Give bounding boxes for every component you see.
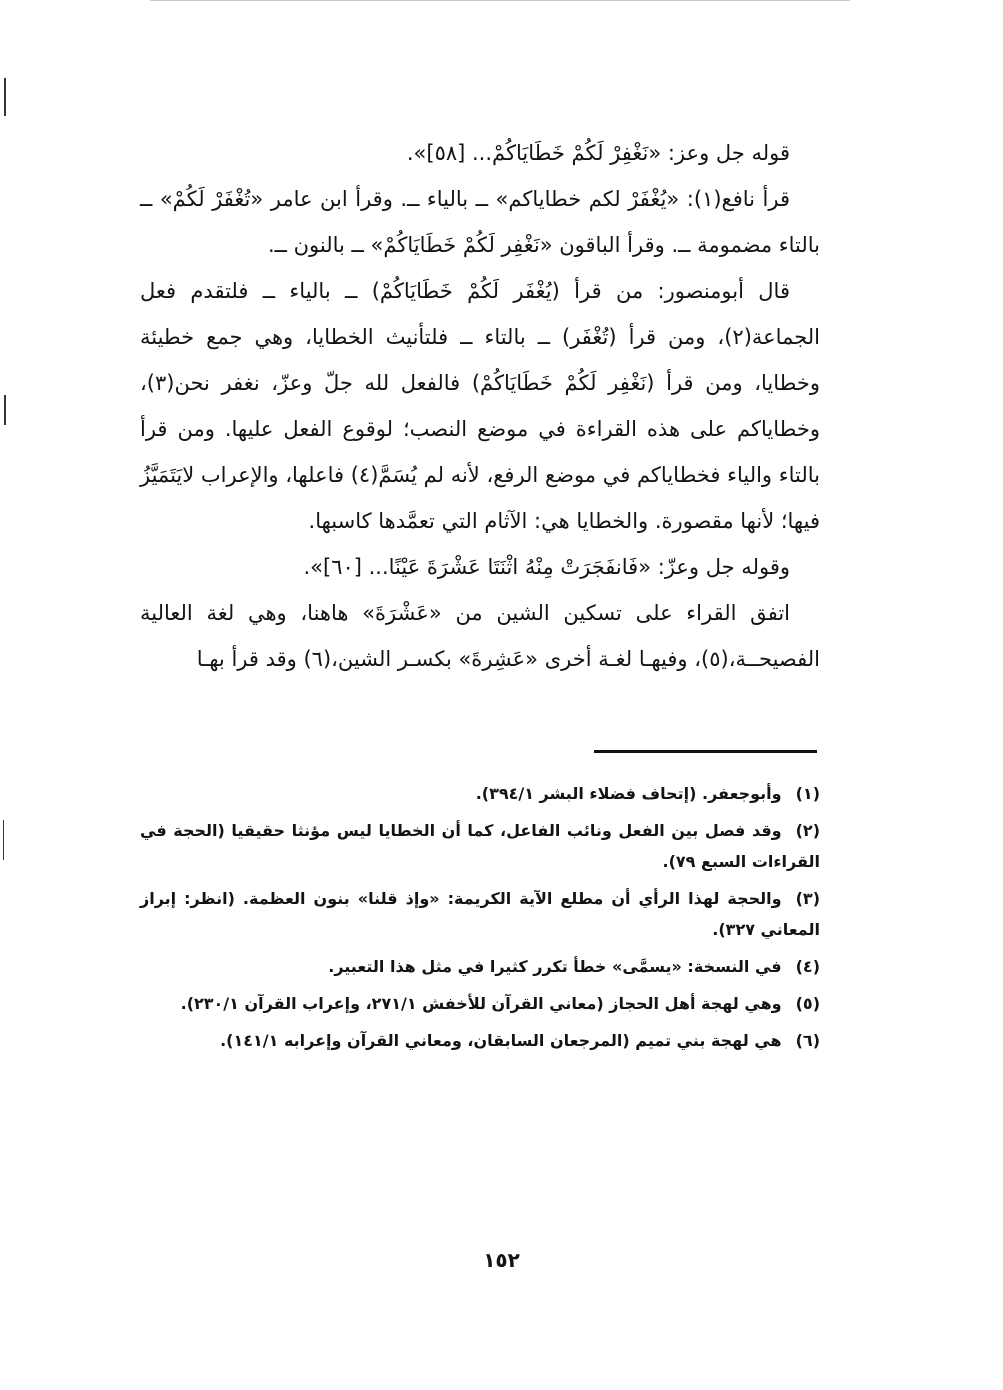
footnote-text: وقد فصل بين الفعل ونائب الفاعل، كما أن الخطايا ليس مؤنثا حقيقيا (الحجة في القراءات السبع ٧٩). [140,821,820,871]
footnote-item [140,988,820,1019]
scan-top-edge [150,0,850,1]
paragraph-verse-60: وقوله جل وعزّ: «فَانفَجَرَتْ مِنْهُ اثْنَتَا عَشْرَةَ عَيْنًا... [٦٠]». [303,555,790,579]
paragraph-readings-60: اتفق القراء على تسكين الشين من «عَشْرَةَ» هاهنا، وهي لغة العالية الفصيحــة،(٥)، وفيهـا لغـة أخرى «عَشِرةَ» بكسـر الشين،(٦) وقد قرأ بهـا [140,601,820,671]
footnote-number: (٥) [795,994,820,1013]
footnote-number: (١) [795,784,820,803]
footnote-text: هي لهجة بني تميم (المرجعان السابقان، ومعاني القرآن وإعرابه ١٤١/١). [220,1031,782,1050]
footnote-separator [594,750,817,753]
footnote-text: وهي لهجة أهل الحجاز (معاني القرآن للأخفش ٢٧١/١، وإعراب القرآن ٢٣٠/١). [180,994,782,1013]
footnote-item [140,883,820,945]
footnote-item [140,1025,820,1056]
footnote-number: (٢) [795,821,820,840]
scan-margin-mark [4,78,6,116]
footnote-text: في النسخة: «يسمَّى» خطأ تكرر كثيرا في مثل هذا التعبير. [328,957,782,976]
footnote-item [140,815,820,877]
footnote-item [140,951,820,982]
main-text [140,130,820,682]
paragraph-abu-mansur: قال أبومنصور: من قرأ (يُغْفَر لَكُمْ خَطَايَاكُمْ) ــ بالياء ــ فلتقدم فعل الجماعة(٢)، ومن قرأ (تُغْفَر) ــ بالتاء ــ فلتأنيث الخطايا، وهي جمع خطيئة وخطايا، ومن قرأ (نَغْفِر لَكُمْ خَطَايَاكُمْ) فالفعل لله جلّ وعزّ، نغفر نحن(٣)، وخطاياكم على هذه القراءة في موضع النصب؛ لوقوع الفعل عليها. ومن قرأ بالتاء والياء فخطاياكم في موضع الرفع، لأنه لم يُسَمَّ(٤) فاعلها، والإعراب لايَتَمَيَّزُ فيها؛ لأنها مقصورة. والخطايا هي: الآثام التي تعمَّدها كاسبها. [140,279,820,533]
footnotes-list [140,778,820,1062]
footnote-text: والحجة لهذا الرأي أن مطلع الآية الكريمة: «وإذ قلنا» بنون العظمة. (انظر: إبراز المعاني ٣٢٧). [140,889,820,939]
scan-margin-mark [3,820,4,860]
footnote-number: (٤) [795,957,820,976]
footnote-number: (٦) [795,1031,820,1050]
scan-margin-mark [4,395,6,425]
footnote-item [140,778,820,809]
footnote-text: وأبوجعفر. (إتحاف فضلاء البشر ٣٩٤/١). [475,784,782,803]
footnote-number: (٣) [795,889,820,908]
page-number: ١٥٢ [483,1248,520,1272]
paragraph-verse-58: قوله جل وعز: «نَغْفِرْ لَكُمْ خَطَايَاكُمْ... [٥٨]». [406,141,790,165]
paragraph-readings-58: قرأ نافع(١): «يُغْفَرْ لكم خطاياكم» ــ بالياء ــ. وقرأ ابن عامر «تُغْفَرْ لَكُمْ» ــ بالتاء مضمومة ــ. وقرأ الباقون «نَغْفِر لَكُمْ خَطَايَاكُمْ» ــ بالنون ــ. [140,187,820,257]
